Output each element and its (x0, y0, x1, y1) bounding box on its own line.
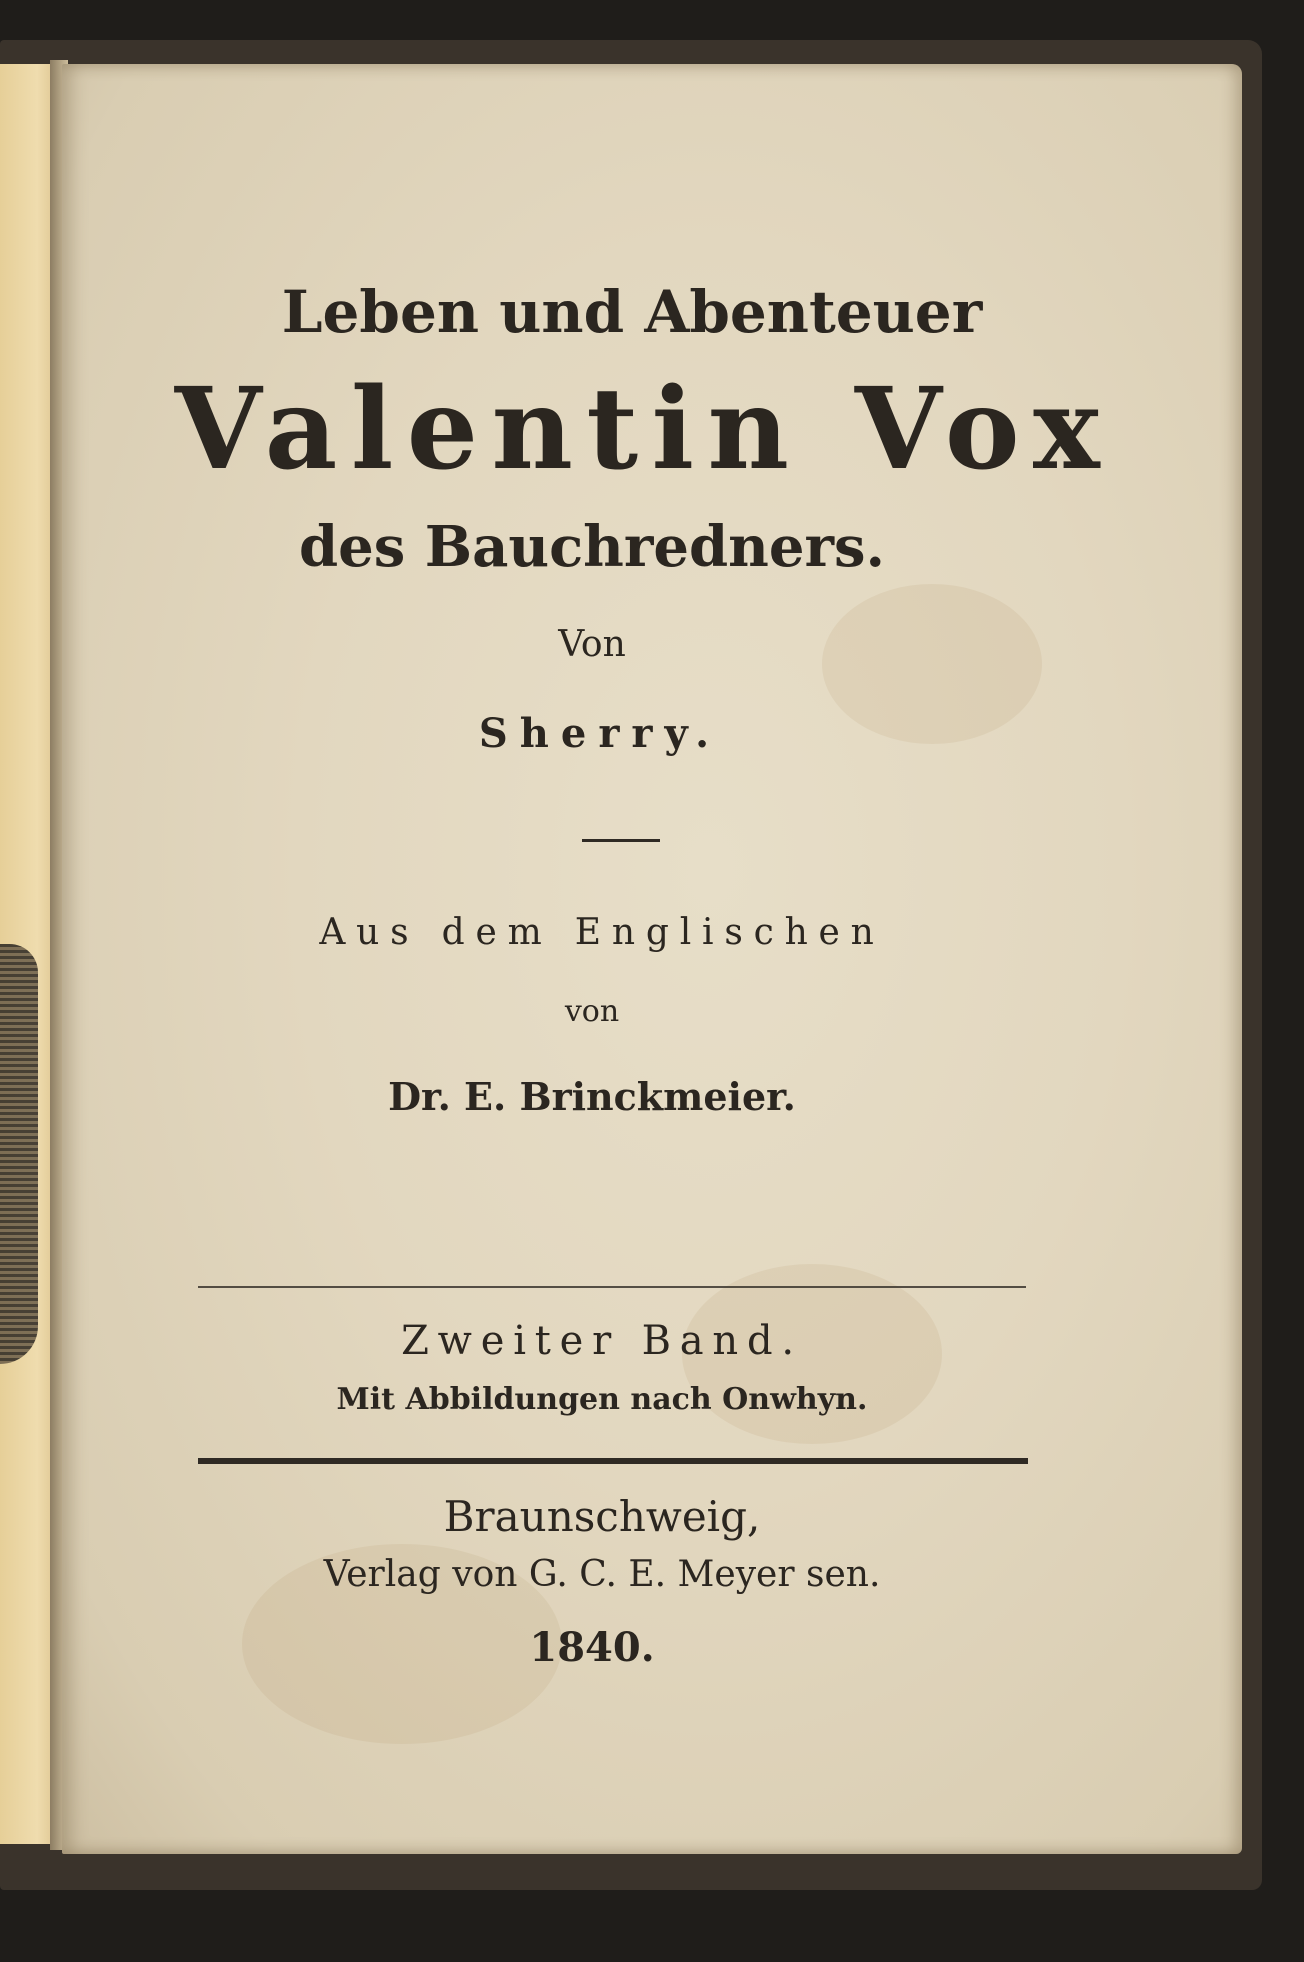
author-name: Sherry. (478, 710, 722, 757)
thin-rule (198, 1286, 1026, 1288)
volume-label: Zweiter Band. (401, 1318, 803, 1364)
thick-rule (198, 1458, 1028, 1464)
translation-note: Aus dem Englischen (319, 912, 885, 953)
publication-place: Braunschweig, (443, 1492, 761, 1541)
by-label: Von (558, 624, 626, 665)
illustrations-note: Mit Abbildungen nach Onwhyn. (336, 1382, 868, 1417)
translator-name: Dr. E. Brinckmeier. (388, 1074, 796, 1119)
title-line-1: Leben und Abenteuer (281, 278, 983, 346)
publisher-line: Verlag von G. C. E. Meyer sen. (323, 1554, 881, 1595)
title-page (62, 64, 1242, 1854)
title-line-2: Valentin Vox (174, 364, 1114, 495)
translator-by: von (564, 994, 620, 1029)
title-line-3: des Bauchredners. (298, 514, 886, 580)
short-divider (582, 839, 660, 842)
publication-year: 1840. (529, 1624, 655, 1671)
